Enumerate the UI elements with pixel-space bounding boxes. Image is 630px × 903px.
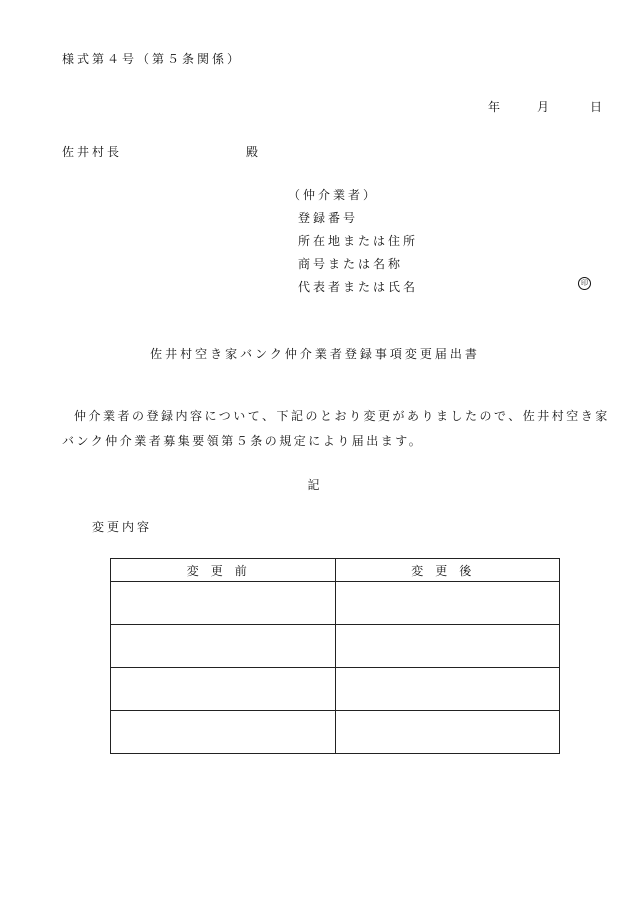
form-number: 様式第４号（第５条関係） — [62, 52, 243, 66]
before-cell[interactable] — [111, 625, 336, 668]
after-cell[interactable] — [335, 668, 560, 711]
body-paragraph: 仲介業者の登録内容について、下記のとおり変更がありましたので、佐井村空き家バンク仲介業者募集要領第５条の規定により届出ます。 — [62, 409, 610, 448]
table-row — [111, 711, 560, 754]
addressee-name: 佐井村長 — [62, 145, 123, 159]
address-label: 所在地または住所 — [298, 234, 419, 248]
after-header: 変更後 — [335, 559, 560, 582]
after-cell[interactable] — [335, 625, 560, 668]
section-label: 変更内容 — [92, 520, 153, 534]
before-cell[interactable] — [111, 711, 336, 754]
table-header-row — [111, 559, 560, 582]
date-year-label: 年 — [488, 100, 504, 114]
ki-heading: 記 — [307, 478, 323, 492]
seal-icon: 印 — [578, 277, 591, 290]
after-cell[interactable] — [335, 711, 560, 754]
date-month-label: 月 — [537, 100, 553, 114]
addressee-honorific: 殿 — [246, 145, 262, 159]
before-cell[interactable] — [111, 582, 336, 625]
before-header: 変更前 — [111, 559, 336, 582]
table-row — [111, 582, 560, 625]
table-row — [111, 625, 560, 668]
after-cell[interactable] — [335, 582, 560, 625]
trade-name-label: 商号または名称 — [298, 257, 404, 271]
document-title: 佐井村空き家バンク仲介業者登録事項変更届出書 — [150, 347, 480, 361]
before-cell[interactable] — [111, 668, 336, 711]
registration-number-label: 登録番号 — [298, 211, 359, 225]
date-day-label: 日 — [590, 100, 606, 114]
representative-label: 代表者または氏名 — [298, 280, 419, 294]
applicant-heading: （仲介業者） — [288, 188, 379, 202]
changes-table — [110, 558, 560, 754]
table-row — [111, 668, 560, 711]
